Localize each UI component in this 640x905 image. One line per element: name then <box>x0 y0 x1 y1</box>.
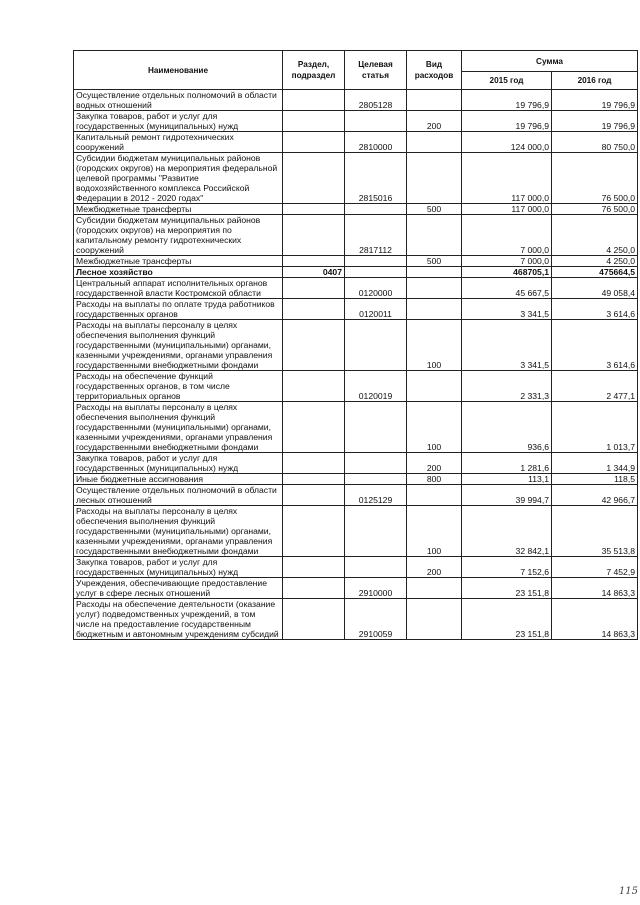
cell-kind: 200 <box>407 453 462 474</box>
cell-target <box>345 453 407 474</box>
cell-name: Расходы на обеспечение функций государственных органов, в том числе территориальных органов <box>74 371 283 402</box>
cell-name: Капитальный ремонт гидротехнических сооружений <box>74 132 283 153</box>
cell-name: Субсидии бюджетам муниципальных районов (городских округов) на мероприятия федеральной целевой программы "Развитие водохозяйственного комплекса Российской Федерации в 2012 - 2020 годах" <box>74 153 283 204</box>
cell-section <box>283 256 345 267</box>
table-row <box>74 485 638 506</box>
table-row <box>74 256 638 267</box>
cell-2015: 45 667,5 <box>462 278 552 299</box>
cell-target: 2815016 <box>345 153 407 204</box>
cell-target <box>345 267 407 278</box>
cell-section <box>283 132 345 153</box>
table-row <box>74 267 638 278</box>
cell-section <box>283 474 345 485</box>
cell-kind <box>407 278 462 299</box>
cell-target <box>345 557 407 578</box>
header-name: Наименование <box>74 51 283 90</box>
table-row <box>74 278 638 299</box>
header-2015: 2015 год <box>462 72 552 90</box>
header-sum: Сумма <box>462 51 638 72</box>
budget-table <box>73 50 638 640</box>
cell-kind <box>407 599 462 640</box>
cell-kind <box>407 299 462 320</box>
cell-2016: 4 250,0 <box>552 256 638 267</box>
cell-kind: 800 <box>407 474 462 485</box>
cell-name: Расходы на выплаты персоналу в целях обеспечения выполнения функций государственными (муниципальными) органами, казенными учреждениями, органами управления государственными внебюджетными фондами <box>74 320 283 371</box>
cell-section <box>283 506 345 557</box>
cell-2016: 3 614,6 <box>552 299 638 320</box>
cell-name: Осуществление отдельных полномочий в области лесных отношений <box>74 485 283 506</box>
header-kind: Вид расходов <box>407 51 462 90</box>
cell-target: 2810000 <box>345 132 407 153</box>
cell-target: 2910059 <box>345 599 407 640</box>
cell-2016: 1 344,9 <box>552 453 638 474</box>
cell-section <box>283 578 345 599</box>
cell-2015: 7 000,0 <box>462 256 552 267</box>
cell-name: Закупка товаров, работ и услуг для государственных (муниципальных) нужд <box>74 111 283 132</box>
cell-2016: 2 477,1 <box>552 371 638 402</box>
cell-section <box>283 453 345 474</box>
cell-2016: 76 500,0 <box>552 204 638 215</box>
cell-name: Расходы на выплаты по оплате труда работников государственных органов <box>74 299 283 320</box>
table-row <box>74 506 638 557</box>
cell-2016: 14 863,3 <box>552 599 638 640</box>
cell-2015: 32 842,1 <box>462 506 552 557</box>
cell-kind: 100 <box>407 402 462 453</box>
table-row <box>74 132 638 153</box>
cell-kind: 200 <box>407 111 462 132</box>
header-section: Раздел, подраздел <box>283 51 345 90</box>
cell-name: Закупка товаров, работ и услуг для государственных (муниципальных) нужд <box>74 557 283 578</box>
table-body <box>74 90 638 640</box>
cell-name: Межбюджетные трансферты <box>74 256 283 267</box>
cell-kind <box>407 578 462 599</box>
cell-target <box>345 474 407 485</box>
cell-target: 2817112 <box>345 215 407 256</box>
cell-2015: 2 331,3 <box>462 371 552 402</box>
cell-section <box>283 278 345 299</box>
cell-target <box>345 506 407 557</box>
cell-kind: 500 <box>407 204 462 215</box>
cell-2015: 113,1 <box>462 474 552 485</box>
cell-2016: 49 058,4 <box>552 278 638 299</box>
cell-name: Лесное хозяйство <box>74 267 283 278</box>
cell-name: Осуществление отдельных полномочий в области водных отношений <box>74 90 283 111</box>
cell-target: 0120019 <box>345 371 407 402</box>
cell-section <box>283 402 345 453</box>
cell-2016: 42 966,7 <box>552 485 638 506</box>
cell-target <box>345 320 407 371</box>
cell-kind <box>407 267 462 278</box>
cell-kind <box>407 132 462 153</box>
cell-section <box>283 557 345 578</box>
cell-2016: 19 796,9 <box>552 90 638 111</box>
cell-name: Учреждения, обеспечивающие предоставление услуг в сфере лесных отношений <box>74 578 283 599</box>
cell-2016: 76 500,0 <box>552 153 638 204</box>
table-row <box>74 578 638 599</box>
table-row <box>74 402 638 453</box>
cell-section <box>283 153 345 204</box>
cell-2016: 475664,5 <box>552 267 638 278</box>
cell-2015: 936,6 <box>462 402 552 453</box>
cell-2015: 468705,1 <box>462 267 552 278</box>
cell-kind: 100 <box>407 320 462 371</box>
cell-2016: 80 750,0 <box>552 132 638 153</box>
cell-kind: 500 <box>407 256 462 267</box>
cell-section: 0407 <box>283 267 345 278</box>
header-2016: 2016 год <box>552 72 638 90</box>
cell-section <box>283 299 345 320</box>
header-target: Целевая статья <box>345 51 407 90</box>
cell-2016: 118,5 <box>552 474 638 485</box>
cell-name: Расходы на выплаты персоналу в целях обеспечения выполнения функций государственными (муниципальными) органами, казенными учреждениями, органами управления государственными внебюджетными фондами <box>74 402 283 453</box>
cell-name: Межбюджетные трансферты <box>74 204 283 215</box>
cell-2016: 35 513,8 <box>552 506 638 557</box>
table-row <box>74 557 638 578</box>
cell-target: 0120011 <box>345 299 407 320</box>
cell-kind <box>407 215 462 256</box>
cell-kind <box>407 153 462 204</box>
cell-target: 0120000 <box>345 278 407 299</box>
table-row <box>74 215 638 256</box>
cell-2016: 3 614,6 <box>552 320 638 371</box>
table-row <box>74 474 638 485</box>
cell-2015: 23 151,8 <box>462 578 552 599</box>
table-row <box>74 371 638 402</box>
cell-2015: 7 000,0 <box>462 215 552 256</box>
cell-2015: 19 796,9 <box>462 90 552 111</box>
cell-2015: 3 341,5 <box>462 320 552 371</box>
cell-kind <box>407 90 462 111</box>
cell-section <box>283 320 345 371</box>
cell-kind: 200 <box>407 557 462 578</box>
cell-name: Расходы на выплаты персоналу в целях обеспечения выполнения функций государственными (муниципальными) органами, казенными учреждениями, органами управления государственными внебюджетными фондами <box>74 506 283 557</box>
cell-target <box>345 111 407 132</box>
cell-name: Закупка товаров, работ и услуг для государственных (муниципальных) нужд <box>74 453 283 474</box>
cell-target: 2910000 <box>345 578 407 599</box>
cell-section <box>283 599 345 640</box>
cell-name: Субсидии бюджетам муниципальных районов (городских округов) на мероприятия по капитальному ремонту гидротехнических сооружений <box>74 215 283 256</box>
cell-name: Иные бюджетные ассигнования <box>74 474 283 485</box>
table-row <box>74 90 638 111</box>
cell-section <box>283 215 345 256</box>
cell-2016: 4 250,0 <box>552 215 638 256</box>
table-row <box>74 453 638 474</box>
table-row <box>74 599 638 640</box>
cell-2015: 7 152,6 <box>462 557 552 578</box>
cell-target <box>345 204 407 215</box>
table-row <box>74 320 638 371</box>
cell-2015: 1 281,6 <box>462 453 552 474</box>
cell-2016: 14 863,3 <box>552 578 638 599</box>
cell-2015: 117 000,0 <box>462 153 552 204</box>
cell-section <box>283 90 345 111</box>
table-row <box>74 299 638 320</box>
cell-target: 0125129 <box>345 485 407 506</box>
cell-target <box>345 256 407 267</box>
table-row <box>74 111 638 132</box>
cell-2015: 19 796,9 <box>462 111 552 132</box>
table-row <box>74 204 638 215</box>
page-number: 115 <box>618 886 638 897</box>
cell-target <box>345 402 407 453</box>
cell-kind <box>407 371 462 402</box>
cell-2016: 7 452,9 <box>552 557 638 578</box>
cell-section <box>283 204 345 215</box>
cell-2015: 23 151,8 <box>462 599 552 640</box>
cell-section <box>283 371 345 402</box>
cell-2015: 117 000,0 <box>462 204 552 215</box>
cell-name: Центральный аппарат исполнительных органов государственной власти Костромской области <box>74 278 283 299</box>
cell-2016: 19 796,9 <box>552 111 638 132</box>
cell-section <box>283 485 345 506</box>
table-row <box>74 153 638 204</box>
cell-2015: 39 994,7 <box>462 485 552 506</box>
cell-name: Расходы на обеспечение деятельности (оказание услуг) подведомственных учреждений, в том числе на предоставление государственным бюджетным и автономным учреждениям субсидий <box>74 599 283 640</box>
cell-2015: 3 341,5 <box>462 299 552 320</box>
cell-kind <box>407 485 462 506</box>
cell-2016: 1 013,7 <box>552 402 638 453</box>
cell-kind: 100 <box>407 506 462 557</box>
cell-section <box>283 111 345 132</box>
cell-2015: 124 000,0 <box>462 132 552 153</box>
cell-target: 2805128 <box>345 90 407 111</box>
